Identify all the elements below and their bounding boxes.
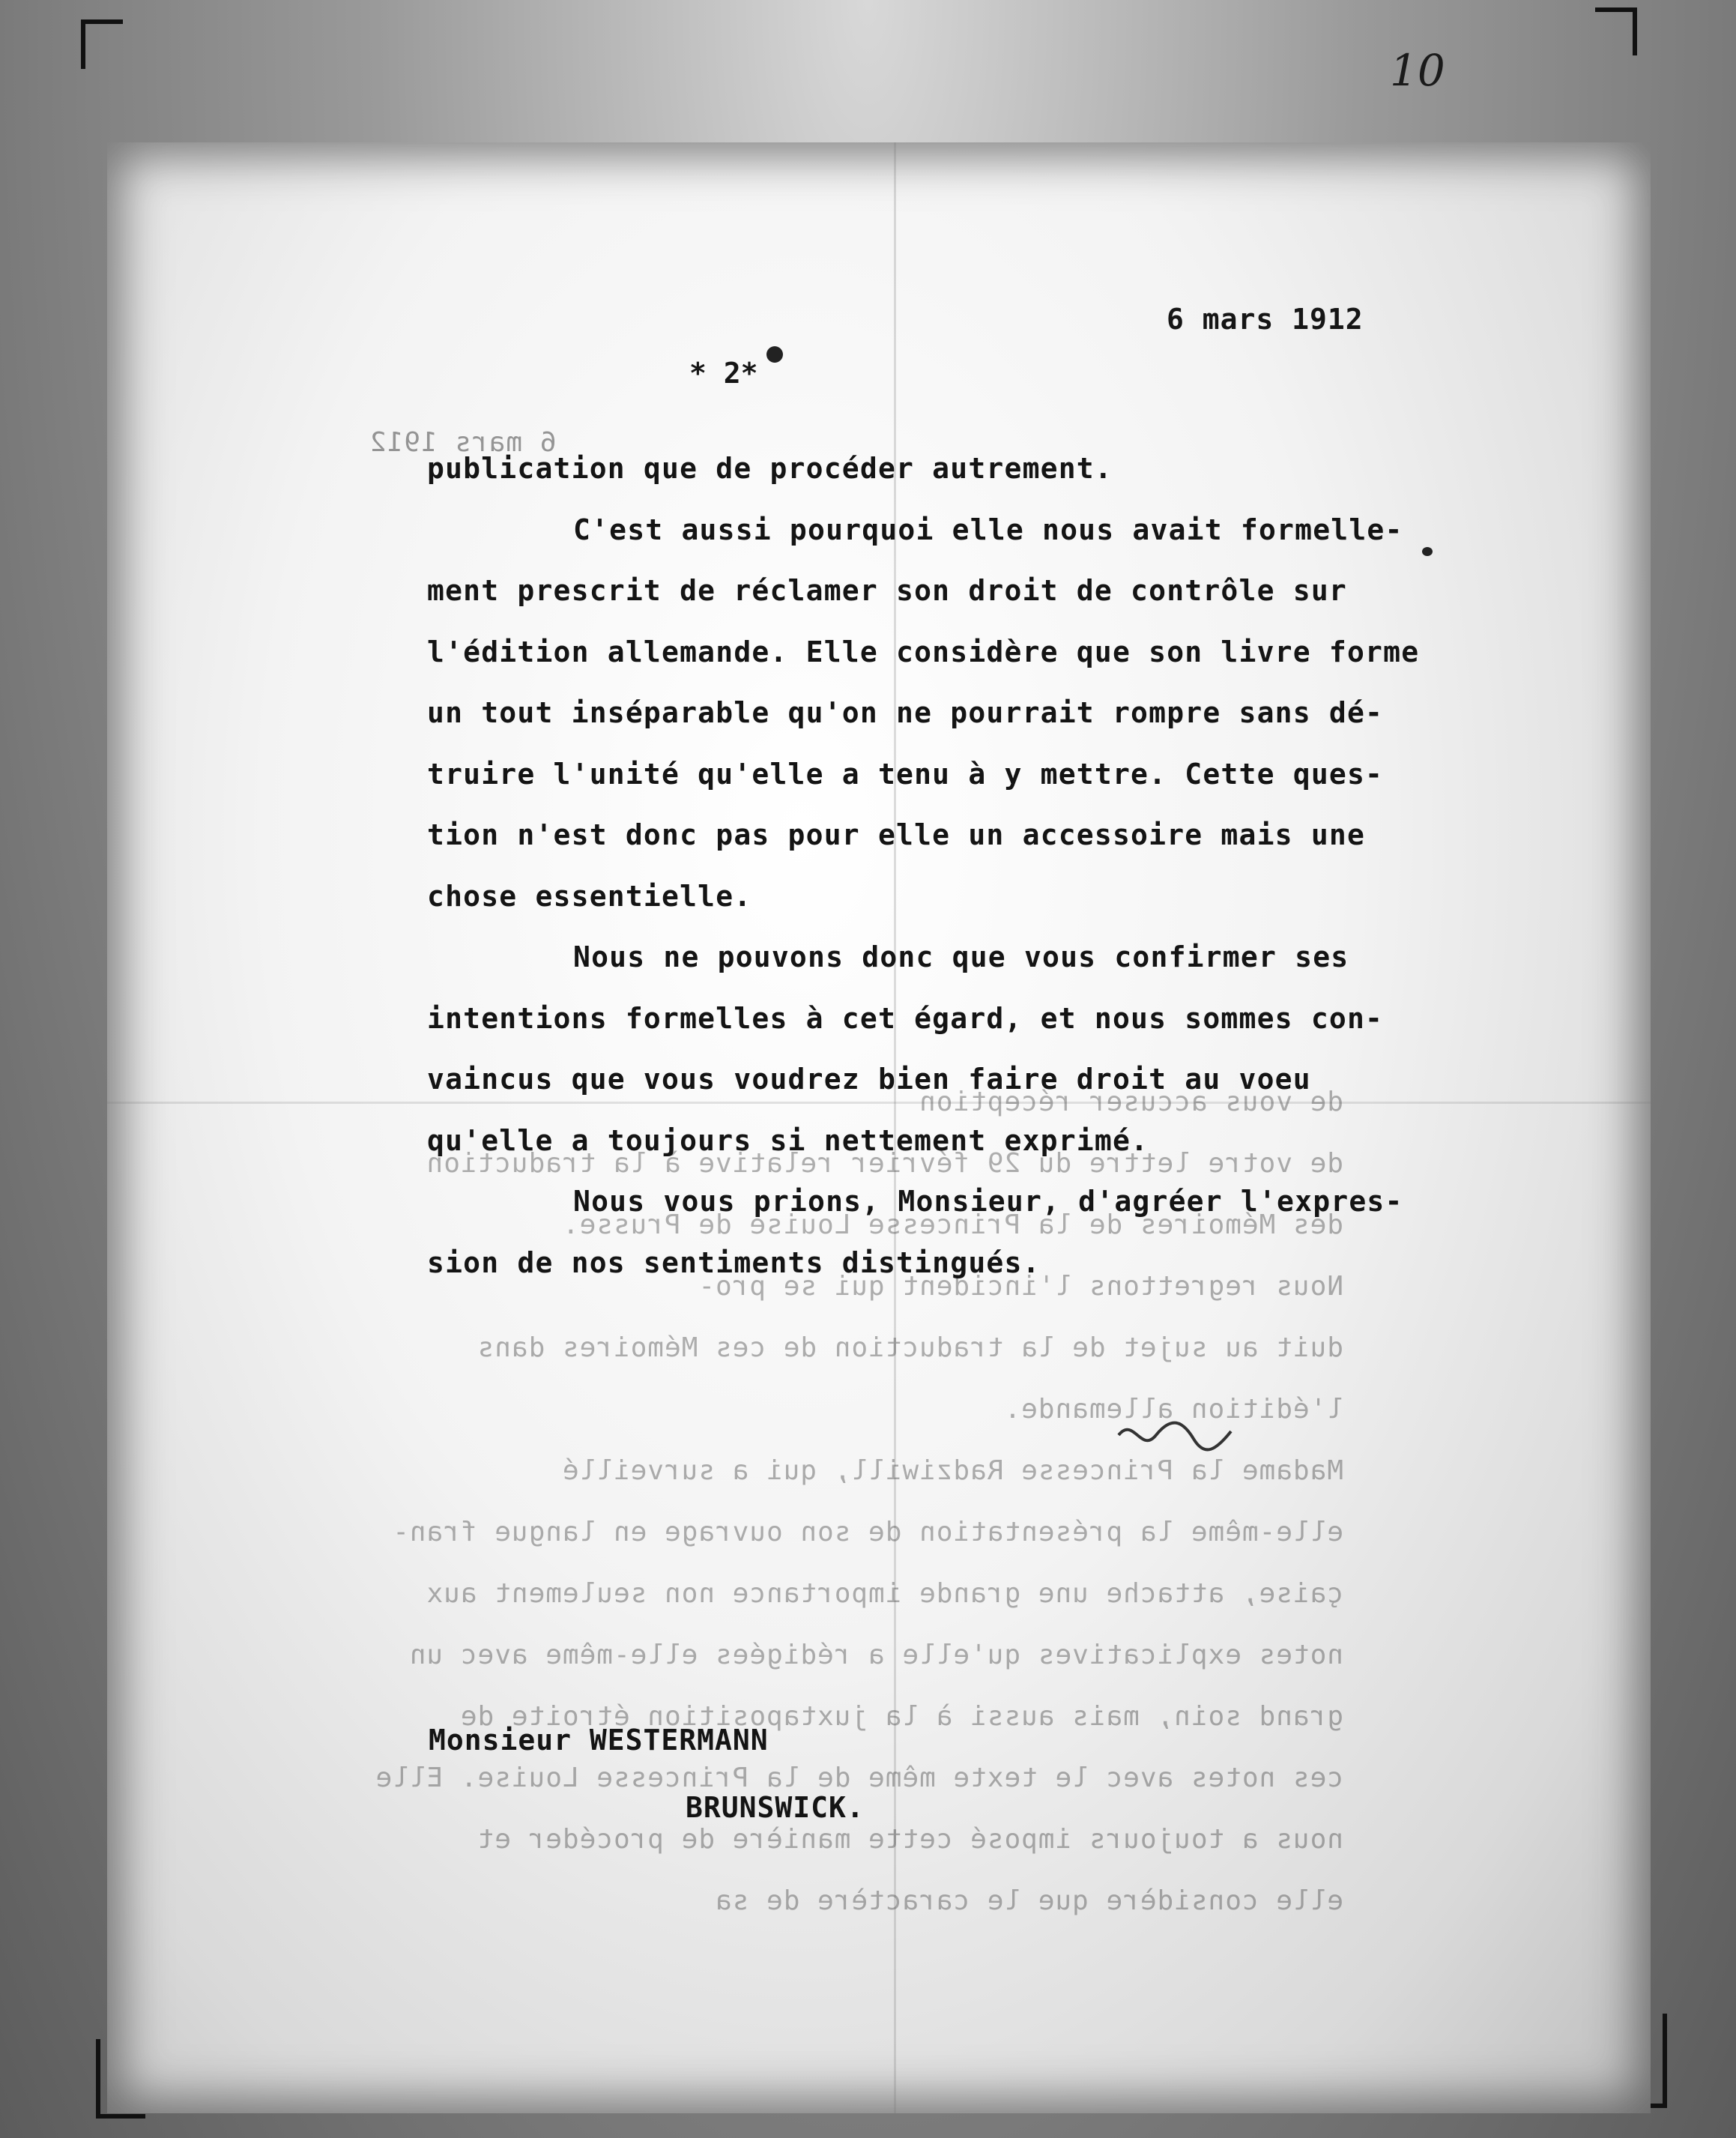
letter-line: ment prescrit de réclamer son droit de contrôle sur	[427, 574, 1347, 607]
show-through-line: ces notes avec le texte même de la Princesse Louise. Elle	[375, 1763, 1343, 1793]
letter-line: C'est aussi pourquoi elle nous avait formelle-	[573, 513, 1403, 546]
show-through-line: de vous accuser réception	[919, 1087, 1343, 1117]
letter-line: tion n'est donc pas pour elle un accessoire mais une	[427, 818, 1366, 851]
letter-line: vaincus que vous voudrez bien faire droit au voeu	[427, 1063, 1311, 1096]
show-through-line: elle considère que le caractère de sa	[715, 1885, 1343, 1916]
show-through-date: 6 mars 1912	[369, 427, 557, 458]
letter-line: qu'elle a toujours si nettement exprimé.	[427, 1123, 1149, 1157]
letter-line: sion de nos sentiments distingués.	[427, 1245, 1041, 1279]
letter-line: l'édition allemande. Elle considère que son livre forme	[427, 635, 1420, 668]
show-through-line: Madame la Princesse Radziwill, qui a surveillé	[562, 1455, 1343, 1486]
show-through-line: çaise, attache une grande importance non seulement aux	[426, 1578, 1343, 1609]
show-through-line: elle-même la présentation de son ouvrage en langue fran-	[392, 1517, 1343, 1547]
page-number: * 2*	[689, 357, 758, 390]
show-through-line: de votre lettre du 29 février relative à la traduction	[426, 1148, 1343, 1179]
letter-line: truire l'unité qu'elle a tenu à y mettre. Cette ques-	[427, 757, 1384, 791]
show-through-line: des Mémoires de la Princesse Louise de Prusse.	[562, 1210, 1343, 1240]
initials-scribble	[1111, 1413, 1239, 1458]
ink-spot	[766, 346, 783, 363]
crop-mark-top-right	[1595, 7, 1637, 55]
letter-body	[427, 438, 1551, 1293]
crop-mark-top-left	[81, 19, 123, 69]
letter-line: chose essentielle.	[427, 879, 752, 913]
letter-line: Nous vous prions, Monsieur, d'agréer l'expres-	[573, 1185, 1403, 1218]
show-through-line: nous a toujours imposé cette manière de procéder et	[477, 1824, 1343, 1855]
addressee-name: Monsieur WESTERMANN	[429, 1724, 769, 1757]
show-through-line: notes explicatives qu'elle a rédigées elle-même avec un	[408, 1640, 1343, 1670]
letter-line: intentions formelles à cet égard, et nous sommes con-	[427, 1001, 1384, 1035]
letter-line: Nous ne pouvons donc que vous confirmer ses	[573, 940, 1349, 973]
show-through-line: Nous regrettons l'incident qui se pro-	[698, 1271, 1343, 1302]
show-through-line: l'édition allemande.	[1003, 1394, 1343, 1425]
letter-line: publication que de procéder autrement.	[427, 452, 1113, 485]
addressee-city: BRUNSWICK.	[686, 1791, 865, 1824]
show-through-line: grand soin, mais aussi à la juxtaposition étroite de	[459, 1701, 1343, 1732]
letter-line: un tout inséparable qu'on ne pourrait rompre sans dé-	[427, 696, 1384, 729]
letter-date: 6 mars 1912	[1167, 303, 1364, 336]
folio-number: 10	[1390, 45, 1445, 96]
show-through-line: duit au sujet de la traduction de ces Mémoires dans	[477, 1332, 1343, 1363]
